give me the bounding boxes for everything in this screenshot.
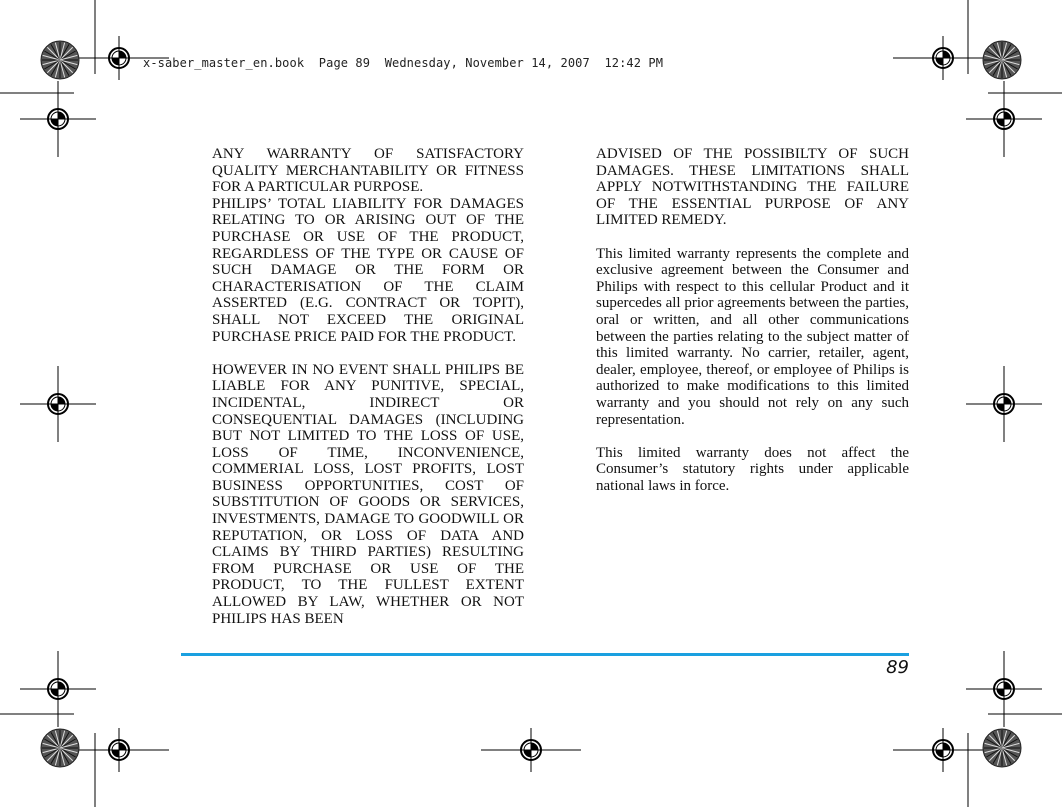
right-paragraph-3: This limited warranty does not affect the Consumer’s statutory rights under applicable national laws in force. (596, 444, 909, 494)
registration-mark-icon (481, 728, 581, 772)
page-number: 89 (886, 657, 909, 678)
registration-mark-icon (966, 651, 1042, 727)
footer-rule (181, 653, 909, 656)
left-paragraph-1: ANY WARRANTY OF SATISFACTORY QUALITY MERCHANTABILITY OR FITNESS FOR A PARTICULAR PURPOSE. (212, 146, 524, 196)
left-paragraph-3: HOWEVER IN NO EVENT SHALL PHILIPS BE LIABLE FOR ANY PUNITIVE, SPECIAL, INCIDENTAL, INDIRECT OR CONSEQUENTIAL DAMAGES (INCLUDING BUT NOT LIMITED TO THE LOSS OF USE, LOSS OF TIME, INCONVENIENCE, COMMERIAL LOSS, LOST PROFITS, LOST BUSINESS OPPORTUNITIES, COST OF SUBSTITUTION OF GOODS OR SERVICES, INVESTMENTS, DAMAGE TO GOODWILL OR REPUTATION, OR LOSS OF DATA AND CLAIMS BY THIRD PARTIES) RESULTING FROM PURCHASE OR USE OF THE PRODUCT, TO THE FULLEST EXTENT ALLOWED BY LAW, WHETHER OR NOT PHILIPS HAS BEEN (212, 361, 524, 627)
color-bar-icon (983, 41, 1021, 79)
color-bar-icon (41, 729, 79, 767)
registration-mark-icon (20, 651, 96, 727)
registration-mark-icon (966, 81, 1042, 157)
registration-mark-icon (893, 36, 993, 80)
left-column (212, 146, 524, 627)
color-bar-icon (41, 41, 79, 79)
right-column (596, 146, 909, 494)
right-paragraph-1: ADVISED OF THE POSSIBILTY OF SUCH DAMAGES. THESE LIMITATIONS SHALL APPLY NOTWITHSTANDING THE FAILURE OF THE ESSENTIAL PURPOSE OF ANY LIMITED REMEDY. (596, 146, 909, 229)
registration-mark-icon (69, 728, 169, 772)
book-header: x-saber_master_en.book Page 89 Wednesday, November 14, 2007 12:42 PM (143, 56, 664, 70)
color-bar-icon (983, 729, 1021, 767)
left-paragraph-2: PHILIPS’ TOTAL LIABILITY FOR DAMAGES RELATING TO OR ARISING OUT OF THE PURCHASE OR USE OF THE PRODUCT, REGARDLESS OF THE TYPE OR CAUSE OF SUCH DAMAGE OR THE FORM OR CHARACTERISATION OF THE CLAIM ASSERTED (E.G. CONTRACT OR TOPIT), SHALL NOT EXCEED THE ORIGINAL PURCHASE PRICE PAID FOR THE PRODUCT. (212, 195, 524, 345)
right-paragraph-2: This limited warranty represents the complete and exclusive agreement between the Consumer and Philips with respect to this cellular Product and it supercedes all prior agreements between the parties, oral or written, and all other communications between the parties relating to the subject matter of this limited warranty. No carrier, retailer, agent, dealer, employee, thereof, or employee of Philips is authorized to make modifications to this limited warranty and you should not rely on any such representation. (596, 245, 909, 428)
registration-mark-icon (893, 728, 993, 772)
registration-mark-icon (20, 81, 96, 157)
registration-mark-icon (966, 366, 1042, 442)
registration-mark-icon (20, 366, 96, 442)
